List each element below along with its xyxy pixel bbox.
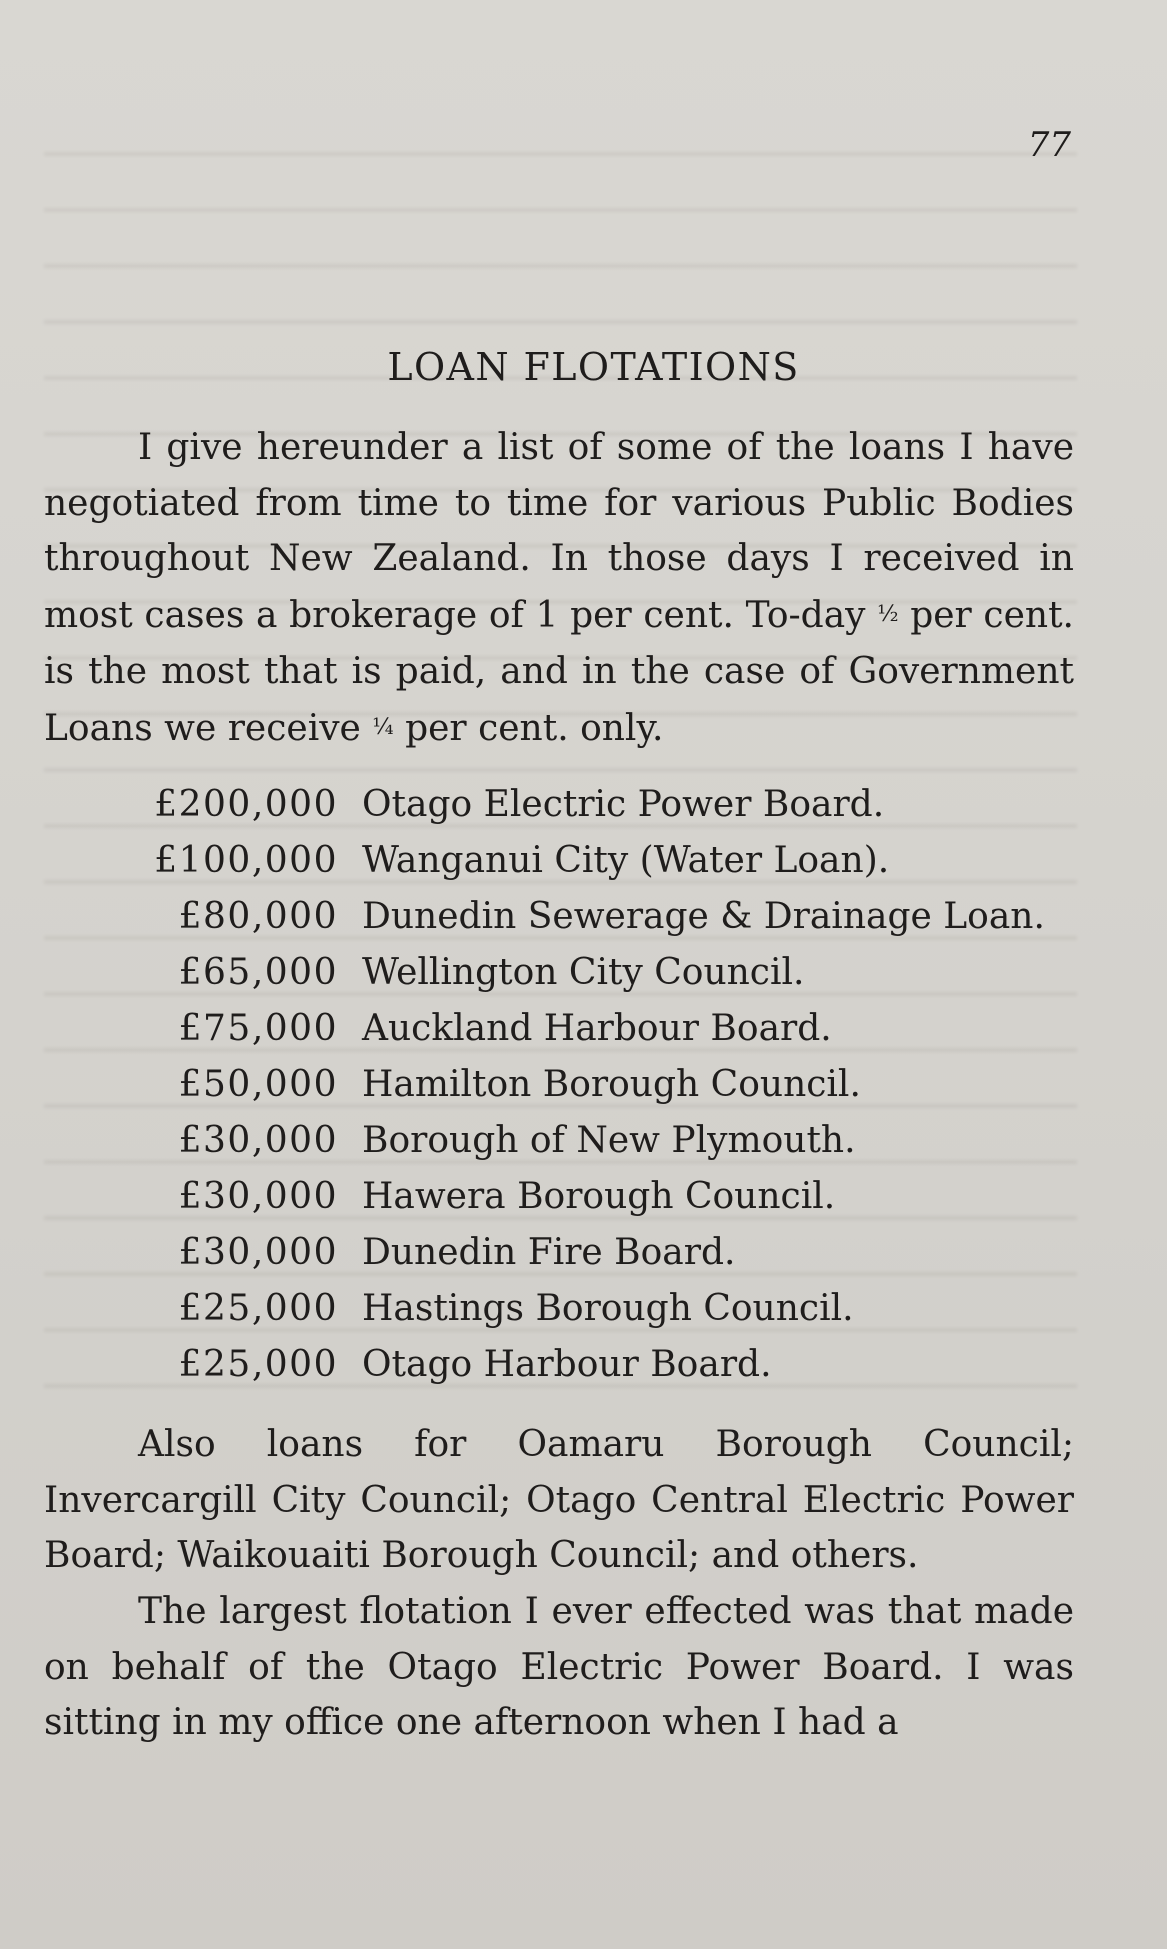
loan-body: Otago Harbour Board.: [362, 1344, 772, 1385]
loan-amount: £100,000: [154, 840, 338, 881]
largest-flotation-paragraph: The largest flotation I ever effected was that made on behalf of the Otago Electric Power Board. I was sitting in my office one afternoon when I had a: [44, 1591, 1074, 1744]
loan-amount: £200,000: [154, 784, 338, 825]
loan-row: [150, 945, 1100, 1001]
loan-amount: £25,000: [178, 1288, 338, 1329]
loan-row: [150, 1113, 1100, 1169]
loan-body: Hawera Borough Council.: [362, 1176, 836, 1217]
loan-row: [150, 1057, 1100, 1113]
loan-body: Wellington City Council.: [362, 952, 805, 993]
intro-paragraph: [44, 420, 1074, 756]
loan-row: [150, 1337, 1100, 1393]
loan-amount: £30,000: [178, 1120, 338, 1161]
fraction-quarter: ¼: [372, 714, 394, 740]
loan-row: [150, 1281, 1100, 1337]
loan-row: [150, 1225, 1100, 1281]
loan-row: [150, 833, 1100, 889]
loan-amount: £30,000: [178, 1232, 338, 1273]
loan-body: Hamilton Borough Council.: [362, 1064, 861, 1105]
loan-row: [150, 1169, 1100, 1225]
section-heading: LOAN FLOTATIONS: [387, 345, 800, 389]
also-loans-paragraph: Also loans for Oamaru Borough Council; Invercargill City Council; Otago Central Electric Power Board; Waikouaiti Borough Council; and others.: [44, 1424, 1074, 1577]
loan-body: Auckland Harbour Board.: [362, 1008, 832, 1049]
loan-row: [150, 777, 1100, 833]
loan-amount: £80,000: [178, 896, 338, 937]
intro-text-part-1: I give hereunder a list of some of the loans I have negotiated from time to time for various Public Bodies throughout New Zealand. In those days I received in most cases a brokerage of 1 per cent. To-day: [44, 427, 1074, 637]
loan-amount: £30,000: [178, 1176, 338, 1217]
intro-text-part-3: per cent. only.: [393, 707, 664, 749]
loan-amount: £50,000: [178, 1064, 338, 1105]
loan-body: Hastings Borough Council.: [362, 1288, 854, 1329]
loan-list: [150, 777, 1100, 1393]
fraction-half: ½: [877, 602, 899, 628]
loan-row: [150, 1001, 1100, 1057]
loan-amount: £65,000: [178, 952, 338, 993]
loan-body: Dunedin Fire Board.: [362, 1232, 736, 1273]
intro-text-part-2: per cent. is the most that is paid, and in the case of Government Loans we receive: [44, 595, 1074, 749]
loan-body: Otago Electric Power Board.: [362, 784, 885, 825]
loan-body: Dunedin Sewerage & Drainage Loan.: [362, 896, 1045, 937]
loan-amount: £75,000: [178, 1008, 338, 1049]
loan-row: [150, 889, 1100, 945]
page-number: 77: [1027, 125, 1071, 165]
loan-body: Wanganui City (Water Loan).: [362, 840, 890, 881]
loan-amount: £25,000: [178, 1344, 338, 1385]
loan-body: Borough of New Plymouth.: [362, 1120, 856, 1161]
